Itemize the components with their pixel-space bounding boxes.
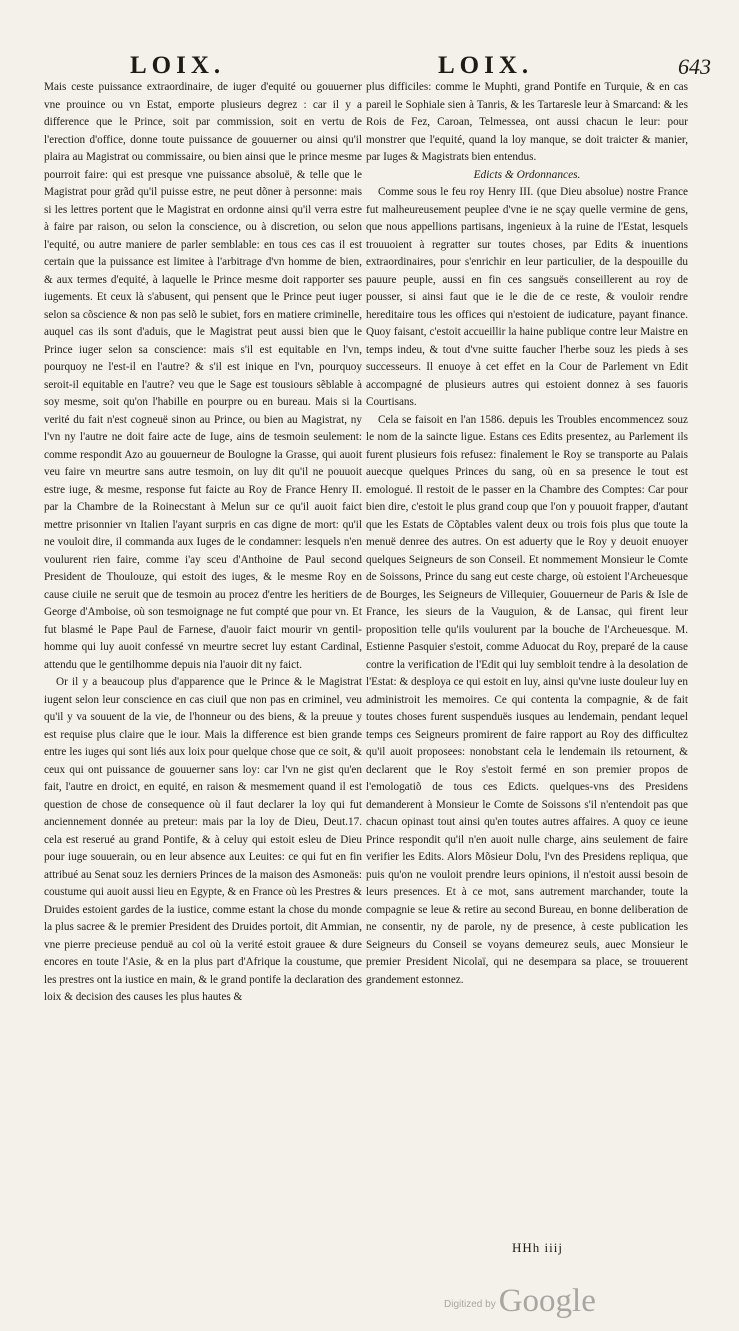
paragraph: Mais ceste puissance extraordinaire, de iuger d'equité ou gouuerner vne prouince ou vn Estat, emporte plusieurs degrez : car il y a difference que le Prince, soit par commission, soit en vertu de l'erection d'office, donne toute puissance de gouuerner ou ainsi qu'il plaira au Magistrat ou commissaire, ou bien ainsi que le prince mesme pourroit faire: qui est presque vne puissance absoluë, & telle que le Magistrat pour grãd qu'il puisse estre, ne peut dõner à personne: mais si les lettres portent que le Magistrat en ordonne ainsi qu'il verra estre à faire par raison, ou selon la conscience, ou à discretion, ou selon l'equité, ou autre maniere de parler semblable: en tous ces cas il est certain que la puissance est limitee à l'arbitrage d'vn homme de bien, & aux termes d'equité, à laquelle le Prince mesme doit rapporter ses iugements. Et ceux là s'abusent, qui pensent que le Prince peut iuger selon sa cõscience & non pas selõ le subiet, fors en matiere criminelle, auquel cas ils sont d'aduis, que le Magistrat peut aussi bien que le Prince iuger selon sa conscience: mais s'il est equitable en l'vn, pourquoy ne l'est-il en l'autre? & s'il est inique en l'vn, pourquoy seroit-il equitable en l'autre? veu que le Sage est tousiours sẽblable à soy mesme, soit qu'on l'habille en pourpre ou en bureau. Mais si la verité du fait n'est cogneuë sinon au Prince, ou bien au Magistrat, ny l'vn ny l'autre ne doit faire acte de Iuge, ains de tesmoin seulement: comme respondit Azo au gouuerneur de Boulogne la Grasse, qui auoit veu faire vn meurtre sans autre tesmoin, on luy dit qu'il ne pouuoit estre iuge, & mesme, response fut faicte au Roy de France Henry II. par la Chambre de la Roinecstant à Melun sur ce qu'il auoit faict mettre prisonnier vn Italien l'ayant surpris en cas digne de mort: qu'il ne vouloit dire, il commanda aux Iuges de le condamner: lesquels n'en voulurent rien faire, comme i'ay sceu d'Anthoine de Paul second President de Thoulouze, qui estoit des iuges, & le mesme Roy en cause ciuile ne seruit que de tesmoin au procez d'entre les heritiers de George d'Amboise, où son tesmoignage ne fut compté que pour vn. Et fut blasmé le Pape Paul de Farnese, d'auoir faict mourir vn gentil-homme qui luy auoit confessé vn meurtre secret luy estant Cardinal, attendu que le gentilhomme depuis nia l'auoir dit ny faict. [44, 81, 362, 671]
digitized-watermark [444, 1283, 596, 1320]
paragraph: Or il y a beaucoup plus d'apparence que le Prince & le Magistrat iugent selon leur conscience en cas ciuil que non pas en criminel, veu qu'il y va souuent de la vie, de l'honneur ou des biens, & la preuue y est requise plus claire que le iour. Mais la difference est bien grande entre les iuges qui sont liés aux loix pour quelque chose que ce soit, & ceux qui ont puissance de gouuerner sans loy: car l'vn ne gist qu'en fait, l'autre en droict, en equité, en raison & mesmement quand il est question de chose de consequence où il faut declarer la loy qui fut anciennement donnée au preteur: mais par la loy de Dieu, Deut.17. cela est reserué au grand Pontife, & à celuy qui estoit esleu de Dieu pour iuge souuerain, ou en leur absence aux Leuites: ce qui fut en fin attribué au Senat souz les derniers Princes de la maison des Asmoneäs: coustume qui auoit aussi lieu en Egypte, & en France où les Prestres & Druides estoient gardes de la iustice, comme estant la chose du monde la plus sacree & le premier President des Druides portoit, dit Ammian, vne pierre precieuse penduë au col où la verité estoit grauee & dure encores en toute l'Asie, & en la plus part d'Afrique la coustume, que les prestres ont la iustice en main, & le grand pontife la declaration des loix & decision des causes les plus hautes & [44, 676, 362, 1003]
left-column [44, 79, 362, 1007]
watermark-prefix: Digitized by [444, 1299, 496, 1310]
page-number: 643 [678, 54, 711, 79]
running-head-right: LOIX. [438, 52, 534, 79]
paragraph: Cela se faisoit en l'an 1586. depuis les Troubles encommencez souz le nom de la saincte ligue. Estans ces Edits presentez, au Parlement ils furent plusieurs fois refusez: finalement le Roy se transporte au Palais auecque quelques Princes du sang, où en sa presence le tout est emologué. Il restoit de le passer en la Chambre des Comptes: Car pour bien dire, c'estoit le plus grand coup que l'on y pouuoit frapper, d'autant que les Estats de Cõptables valent deux ou trois fois plus que toute la menuë denree des autres. On est aduerty que le Roy y deuoit enuoyer quelques Seigneurs de son Conseil. Et nommement Monsieur le Comte de Soissons, Prince du sang eut ceste charge, où estoient l'Archeuesque de Bourges, les Seigneurs de Villequier, Gouuerneur de Paris & Isle de France, les sieurs de la Vauguion, & de Lansac, qui firent leur proposition telle qu'ils voulurent par la bouche de l'Archeuesque. M. Estienne Pasquier s'estoit, comme Aduocat du Roy, preparé de la cause contre la verification de l'Edit qui luy sembloit tendre à la desolation de l'Estat: & desploya ce qui estoit en luy, ainsi qu'vne iuste douleur luy en administroit les memoires. Ce qui contenta la compagnie, & de fait toutes choses furent suspenduës iusques au lendemain, pendant lequel temps ces Seigneurs promirent de faire rapport au Roy des difficultez qu'il auoit proposees: nonobstant cela le lendemain ils retournent, & declarent que le Roy s'estoit fermé en son premier propos de l'emologatiõ de tous ces Edicts. quelques-vns des Presidens demanderent à Monsieur le Comte de Soissons s'il n'entendoit pas que chacun opinast tout ainsi qu'en toutes autres affaires. A quoy ce ieune Prince respondit qu'il n'en auoit nulle charge, ains seulement de faire verifier les Edits. Alors Mõsieur Dolu, l'vn des Presidens repliqua, que puis qu'on ne vouloit prendre leurs opinions, il n'estoit aussi besoin de leurs presences. Et à ce mot, sans autrement marchander, toute la compagnie se leue & retire au second Bureau, en bonne deliberation de ne consentir, ny de parole, ny de presence, à ceste publication les Seigneurs du Conseil se voyans demeurez seuls, auec Monsieur le premier President Nicolaï, qui ne desempara sa place, se trouuerent grandement estonnez. [366, 413, 688, 986]
paragraph: plus difficiles: comme le Muphti, grand Pontife en Turquie, & en cas pareil le Sophiale sien à Tanris, & les Tartaresle leur à Smarcand: & les Rois de Fez, Caroan, Telmessea, ont aussi chacun le leur: pour monstrer que l'equité, quand la loy manque, se doit traicter & manier, par Iuges & Magistrats bien entendus. [366, 81, 688, 163]
right-column [366, 79, 688, 989]
google-logo: Google [498, 1283, 596, 1319]
section-heading: Edicts & Ordonnances. [473, 168, 581, 181]
running-head-left: LOIX. [130, 52, 226, 79]
signature-mark: HHh iiij [512, 1240, 563, 1255]
paragraph: Comme sous le feu roy Henry III. (que Dieu absolue) nostre France fut malheureusement peuplee d'vne ie ne sçay quelle vermine de gens, que nous appellions partisans, ingenieux à la ruine de l'Estat, lesquels trouuoient à regratter sur toutes choses, par Edits & inuentions extraordinaires, pour s'enrichir en leur particulier, de la despouille du pauure peuple, aussi en fin ces sangsuës conseillerent au roy de pousser, si ainsi faut que ie le die de ce reste, & vouloir rendre hereditaire tous les offices qui n'estoient de iudicature, payant finance. Quoy faisant, c'estoit accueillir la haine publique contre leur Maistre en temps indeu, & tout d'vne suitte faucher l'herbe souz les pieds à ses successeurs. Il enuoye à cet effet en la Cour de Parlement vn Edit accompagné de plusieurs autres qui estoient donnez à ses fauoris Courtisans. [366, 186, 688, 408]
